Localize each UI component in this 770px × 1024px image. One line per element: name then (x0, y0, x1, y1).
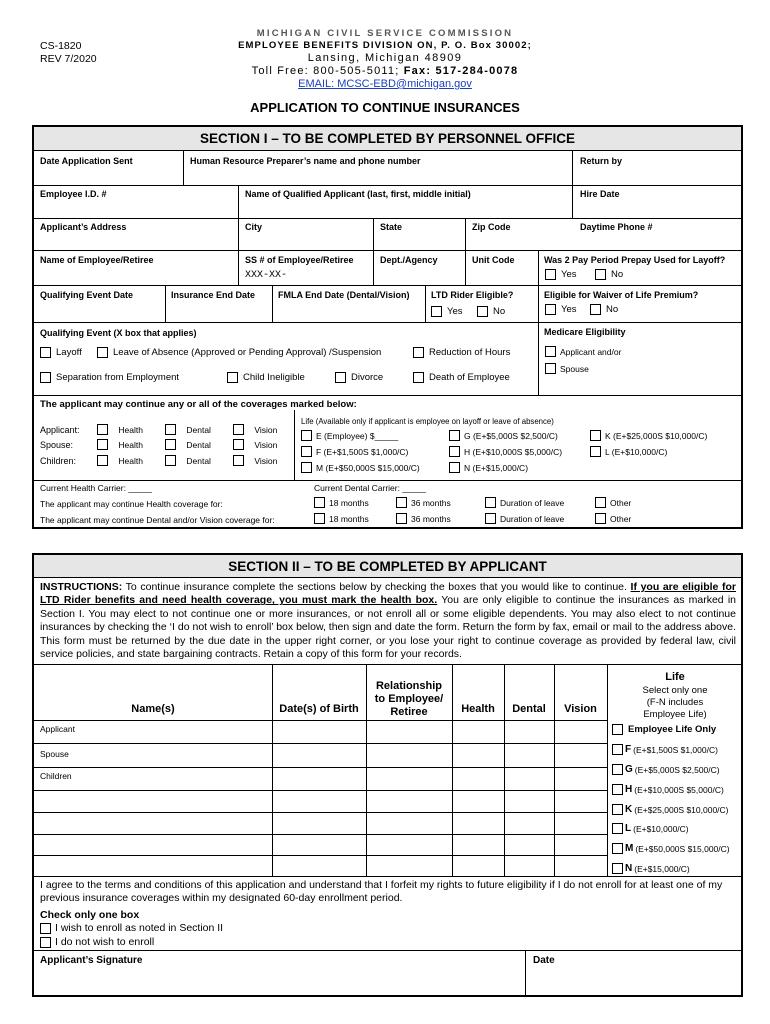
spouse-health-checkbox[interactable]: Health (97, 439, 143, 450)
instructions-ltd: If you are eligible for LTD Rider benefits and need health coverage, you must mark the health box. (40, 581, 736, 607)
row-children: Children (40, 771, 72, 781)
hire-date-label: Hire Date (580, 189, 620, 199)
health-36-months-checkbox[interactable]: 36 months (396, 497, 451, 508)
form-revision: REV 7/2020 (40, 53, 97, 65)
hr-preparer-label: Human Resource Preparer’s name and phone number (190, 156, 421, 166)
qual-event-date-label: Qualifying Event Date (40, 290, 134, 300)
waiver-label: Eligible for Waiver of Life Premium? (544, 290, 699, 300)
ltd-yes-checkbox[interactable]: Yes (431, 306, 463, 317)
ssn-label: SS # of Employee/Retiree (245, 255, 354, 265)
instructions-text-a: To continue insurance complete the sections below by checking the boxes that you would like to continue. (122, 581, 631, 593)
row-spouse-label: Spouse: (40, 440, 74, 450)
waiver-yes-checkbox[interactable]: Yes (545, 304, 577, 315)
life-f-checkbox[interactable]: F (E+$1,500S $1,000/C) (301, 446, 408, 457)
spouse-dental-checkbox[interactable]: Dental (165, 439, 211, 450)
life-m-checkbox[interactable]: M (E+$50,000S $15,000/C) (301, 462, 420, 473)
fax-number: Fax: 517-284-0078 (403, 65, 519, 77)
life-option-m[interactable]: M (E+$50,000S $15,000/C) (612, 843, 730, 854)
qualified-name-label: Name of Qualified Applicant (last, first, middle initial) (245, 189, 471, 199)
children-vision-checkbox[interactable]: Vision (233, 455, 277, 466)
agreement-text: I agree to the terms and conditions of this application and understand that I forfeit my rights to future eligibility if I do not enroll for at least one of my previous insurance coverages within my designated 60-day enrollment period. (40, 879, 723, 904)
phone-label: Daytime Phone # (580, 222, 653, 232)
dental-duration-checkbox[interactable]: Duration of leave (485, 513, 564, 524)
health-coverage-for: The applicant may continue Health coverage for: (40, 499, 223, 509)
dental-other-checkbox[interactable]: Other (595, 513, 631, 524)
row-applicant-label: Applicant: (40, 425, 80, 435)
medicare-applicant-checkbox[interactable]: Applicant and/or (545, 346, 621, 357)
col-life: Life (665, 671, 685, 683)
divorce-checkbox[interactable]: Divorce (335, 372, 383, 383)
life-l-checkbox[interactable]: L (E+$10,000/C) (590, 446, 667, 457)
prepay-label: Was 2 Pay Period Prepay Used for Layoff? (544, 255, 726, 265)
date-sent-label: Date Application Sent (40, 156, 133, 166)
health-other-checkbox[interactable]: Other (595, 497, 631, 508)
city-line: Lansing, Michigan 48909 (307, 52, 463, 64)
life-select-note: Select only one (F-N includes Employee Life) (642, 685, 708, 720)
employee-life-only-checkbox[interactable]: Employee Life Only (612, 724, 716, 735)
col-dob: Date(s) of Birth (279, 703, 359, 715)
separation-checkbox[interactable]: Separation from Employment (40, 372, 179, 383)
life-h-checkbox[interactable]: H (E+$10,000S $5,000/C) (449, 446, 562, 457)
life-g-checkbox[interactable]: G (E+$5,000S $2,500/C) (449, 430, 558, 441)
current-dental-carrier: Current Dental Carrier: _____ (314, 483, 426, 493)
enroll-checkbox[interactable]: I wish to enroll as noted in Section II (40, 922, 223, 934)
date-label: Date (533, 955, 555, 966)
row-spouse: Spouse (40, 749, 69, 759)
may-continue-label: The applicant may continue any or all of the coverages marked below: (40, 399, 357, 410)
state-label: State (380, 222, 403, 232)
row-children-label: Children: (40, 456, 77, 466)
form-id: CS-1820 (40, 40, 82, 52)
instructions-label: INSTRUCTIONS: (40, 581, 123, 593)
page-title: APPLICATION TO CONTINUE INSURANCES (250, 100, 520, 115)
qual-event-label: Qualifying Event (X box that applies) (40, 328, 197, 338)
health-duration-checkbox[interactable]: Duration of leave (485, 497, 564, 508)
return-by-label: Return by (580, 156, 623, 166)
loa-checkbox[interactable]: Leave of Absence (Approved or Pending Approval) /Suspension (97, 347, 381, 358)
toll-free: Toll Free: 800-505-5011; (251, 65, 400, 77)
life-option-h[interactable]: H (E+$10,000S $5,000/C) (612, 784, 724, 795)
section-1-title: SECTION I – TO BE COMPLETED BY PERSONNEL OFFICE (199, 131, 576, 146)
instructions-text-c: You are only eligible to continue the insurances as marked in Section I. You may elect to not continue one or more insurances, or not enroll all or some eligible dependents. You may also elect to not continue insurances by checking the ‘I do not wish to enroll’ box below, then sign and date the form. Return the form by fax, email or mail to the address above. This form must be returned by the due date in the upper right corner, or you lose your right to continue coverage as provided by federal law, civil service policies, and state bargaining contracts. Retain a copy of this form for your records. (40, 594, 737, 661)
agency-name: MICHIGAN CIVIL SERVICE COMMISSION (256, 28, 514, 39)
dental-36-months-checkbox[interactable]: 36 months (396, 513, 451, 524)
life-option-k[interactable]: K (E+$25,000S $10,000/C) (612, 804, 729, 815)
life-option-f[interactable]: F (E+$1,500S $1,000/C) (612, 744, 718, 755)
unit-code-label: Unit Code (472, 255, 515, 265)
email-link[interactable]: EMAIL: MCSC-EBD@michigan.gov (298, 78, 472, 90)
dental-18-months-checkbox[interactable]: 18 months (314, 513, 369, 524)
col-relationship: Relationship to Employee/ Retiree (374, 680, 444, 718)
life-note: Life (Available only if applicant is employee on layoff or leave of absence) (301, 417, 554, 426)
life-option-n[interactable]: N (E+$15,000/C) (612, 863, 690, 874)
prepay-no-checkbox[interactable]: No (595, 269, 623, 280)
ins-end-date-label: Insurance End Date (171, 290, 256, 300)
children-health-checkbox[interactable]: Health (97, 455, 143, 466)
col-dental: Dental (512, 703, 546, 715)
life-option-l[interactable]: L (E+$10,000/C) (612, 823, 689, 834)
ltd-rider-label: LTD Rider Eligible? (431, 290, 514, 300)
applicant-health-checkbox[interactable]: Health (97, 424, 143, 435)
no-enroll-checkbox[interactable]: I do not wish to enroll (40, 936, 154, 948)
waiver-no-checkbox[interactable]: No (590, 304, 618, 315)
medicare-spouse-checkbox[interactable]: Spouse (545, 363, 589, 374)
city-label: City (245, 222, 263, 232)
life-n-checkbox[interactable]: N (E+$15,000/C) (449, 462, 528, 473)
agency-header (0, 28, 770, 90)
reduction-checkbox[interactable]: Reduction of Hours (413, 347, 510, 358)
col-vision: Vision (564, 703, 597, 715)
life-option-g[interactable]: G (E+$5,000S $2,500/C) (612, 764, 720, 775)
death-checkbox[interactable]: Death of Employee (413, 372, 510, 383)
zip-label: Zip Code (472, 222, 511, 232)
children-dental-checkbox[interactable]: Dental (165, 455, 211, 466)
applicant-dental-checkbox[interactable]: Dental (165, 424, 211, 435)
medicare-label: Medicare Eligibility (544, 327, 626, 337)
applicant-vision-checkbox[interactable]: Vision (233, 424, 277, 435)
address-label: Applicant’s Address (40, 222, 127, 232)
employee-name-label: Name of Employee/Retiree (40, 255, 154, 265)
division-address: EMPLOYEE BENEFITS DIVISION ON, P. O. Box 30002; (238, 40, 532, 51)
fmla-end-label: FMLA End Date (Dental/Vision) (278, 290, 410, 300)
layoff-checkbox[interactable]: Layoff (40, 347, 82, 358)
signature-label: Applicant’s Signature (40, 955, 143, 966)
col-names: Name(s) (131, 703, 175, 715)
contact-line (0, 65, 770, 77)
life-e-checkbox[interactable]: E (Employee) $_____ (301, 430, 398, 441)
dental-coverage-for: The applicant may continue Dental and/or Vision coverage for: (40, 515, 275, 525)
life-k-checkbox[interactable]: K (E+$25,000S $10,000/C) (590, 430, 707, 441)
row-applicant: Applicant (40, 724, 75, 734)
child-ineligible-checkbox[interactable]: Child Ineligible (227, 372, 305, 383)
employee-id-label: Employee I.D. # (40, 189, 107, 199)
instructions (40, 581, 736, 661)
check-one-label: Check only one box (40, 909, 140, 921)
ssn-value: XXX-XX- (245, 270, 288, 281)
ltd-no-checkbox[interactable]: No (477, 306, 505, 317)
current-health-carrier: Current Health Carrier: _____ (40, 483, 152, 493)
dept-label: Dept./Agency (380, 255, 438, 265)
col-health: Health (461, 703, 495, 715)
prepay-yes-checkbox[interactable]: Yes (545, 269, 577, 280)
spouse-vision-checkbox[interactable]: Vision (233, 439, 277, 450)
section-2-title: SECTION II – TO BE COMPLETED BY APPLICANT (228, 559, 547, 574)
health-18-months-checkbox[interactable]: 18 months (314, 497, 369, 508)
